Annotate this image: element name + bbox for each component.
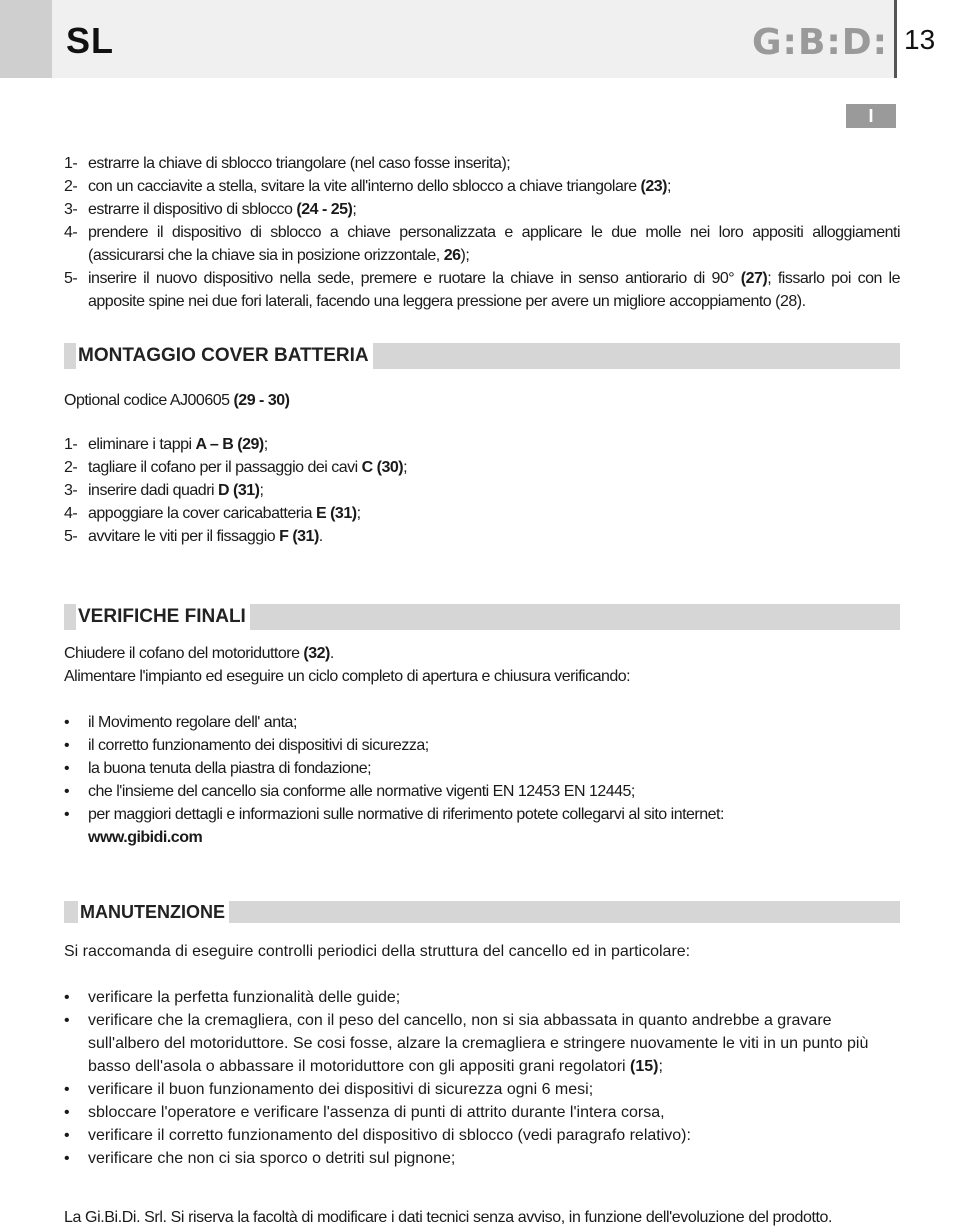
- header-left-strip: [0, 0, 52, 78]
- list-item: [64, 734, 900, 757]
- line-text: Chiudere il cofano del motoriduttore: [64, 645, 304, 662]
- list-item: [64, 221, 900, 267]
- item-text: verificare il corretto funzionamento del dispositivo di sblocco (vedi paragrafo relativo):: [88, 1127, 691, 1144]
- item-text: che l'insieme del cancello sia conforme alle normative vigenti EN 12453 EN 12445;: [88, 783, 635, 800]
- figure-ref: 26: [443, 247, 461, 264]
- list-item: [64, 803, 900, 826]
- section-header-maintenance: [64, 901, 900, 923]
- power-on-line: Alimentare l'impianto ed eseguire un ciclo completo di apertura e chiusura verificando:: [64, 668, 631, 685]
- bullet-icon: •: [64, 1127, 70, 1144]
- item-tail: ;: [259, 482, 264, 499]
- item-text: verificare la perfetta funzionalità delle guide;: [88, 989, 401, 1006]
- figure-ref: D (31): [218, 482, 260, 499]
- figure-ref: C (30): [361, 459, 404, 476]
- figure-ref: A – B (29): [195, 436, 264, 453]
- item-text: inserire dadi quadri: [88, 482, 219, 499]
- section-header-cover: [64, 343, 900, 369]
- figure-ref: F (31): [279, 528, 319, 545]
- list-item: [64, 198, 900, 221]
- item-number: 2-: [64, 178, 78, 195]
- figure-ref: (24 - 25): [296, 201, 353, 218]
- page-content: [64, 152, 900, 1170]
- item-number: 2-: [64, 459, 78, 476]
- item-tail: );: [460, 247, 470, 264]
- item-number: 1-: [64, 155, 78, 172]
- list-item: [64, 152, 900, 175]
- item-text: prendere il dispositivo di sblocco a chiave personalizzata e applicare le due molle nei loro appositi alloggiamenti (assicurarsi che la chiave sia in posizione orizzontale,: [88, 224, 900, 264]
- item-text: verificare che non ci sia sporco o detriti sul pignone;: [88, 1150, 456, 1167]
- item-tail: ;: [403, 459, 408, 476]
- maintenance-bullets: [64, 986, 900, 1170]
- page-number: 13: [904, 24, 936, 55]
- list-item: [64, 456, 900, 479]
- website-line: [64, 826, 900, 849]
- item-tail: ;: [352, 201, 357, 218]
- intro-steps: [64, 152, 900, 313]
- figure-ref: (23): [640, 178, 667, 195]
- list-item: [64, 1009, 900, 1078]
- item-tail: ;: [263, 436, 268, 453]
- item-text: il Movimento regolare dell' anta;: [88, 714, 297, 731]
- item-text: verificare che la cremagliera, con il peso del cancello, non si sia abbassata in quanto andrebbe a gravare sull'albero del motoriduttore. Se cosi fosse, alzare la cremagliera e stringere nuovamente le viti in un punto più basso dell'asola o abbassare il motoriduttore con gli appositi grani regolatori: [88, 1012, 869, 1075]
- list-item: [64, 1124, 900, 1147]
- bullet-icon: •: [64, 989, 70, 1006]
- list-item: [64, 986, 900, 1009]
- bullet-icon: •: [64, 783, 70, 800]
- item-tail: ;: [658, 1058, 663, 1075]
- final-checks-bullets: [64, 711, 900, 849]
- website-link[interactable]: www.gibidi.com: [88, 829, 203, 846]
- cover-steps: [64, 433, 900, 548]
- item-tail: .: [318, 528, 323, 545]
- optional-text: Optional codice AJ00605: [64, 392, 234, 409]
- list-item: [64, 711, 900, 734]
- item-number: 5-: [64, 528, 78, 545]
- item-text: con un cacciavite a stella, svitare la vite all'interno dello sblocco a chiave triangolare: [88, 178, 641, 195]
- figure-ref: (27): [740, 270, 768, 287]
- section-code: SL: [66, 20, 115, 61]
- item-tail: ;: [667, 178, 671, 195]
- item-text: la buona tenuta della piastra di fondazione;: [88, 760, 372, 777]
- list-item: [64, 175, 900, 198]
- list-item: [64, 1147, 900, 1170]
- figure-ref: E (31): [315, 505, 357, 522]
- item-text: estrarre la chiave di sblocco triangolare (nel caso fosse inserita);: [88, 155, 511, 172]
- item-text: verificare il buon funzionamento dei dispositivi di sicurezza ogni 6 mesi;: [88, 1081, 594, 1098]
- item-number: 3-: [64, 201, 78, 218]
- figure-ref: (32): [303, 645, 330, 662]
- footer-disclaimer: La Gi.Bi.Di. Srl. Si riserva la facoltà di modificare i dati tecnici senza avviso, in funzione dell'evoluzione del prodotto.: [64, 1209, 833, 1226]
- language-tab: I: [846, 104, 896, 128]
- bullet-icon: •: [64, 1104, 70, 1121]
- item-number: 4-: [64, 505, 78, 522]
- item-text: appoggiare la cover caricabatteria: [88, 505, 316, 522]
- list-item: [64, 780, 900, 803]
- item-number: 5-: [64, 270, 78, 287]
- list-item: [64, 433, 900, 456]
- bullet-icon: •: [64, 1012, 70, 1029]
- list-item: [64, 757, 900, 780]
- optional-code-line: [64, 389, 900, 412]
- item-tail: ; fissarlo poi con le apposite spine nei due fori laterali, facendo una leggera pressione per avere un migliore accoppiamento (28).: [88, 270, 901, 310]
- item-text: tagliare il cofano per il passaggio dei cavi: [88, 459, 362, 476]
- gibidi-logo: G:B:D:: [752, 22, 889, 63]
- line-tail: .: [329, 645, 334, 662]
- item-number: 1-: [64, 436, 78, 453]
- list-item: [64, 479, 900, 502]
- item-number: 3-: [64, 482, 78, 499]
- item-text: il corretto funzionamento dei dispositivi di sicurezza;: [88, 737, 429, 754]
- section-title: MANUTENZIONE: [78, 901, 229, 923]
- list-item: [64, 267, 900, 313]
- bullet-icon: •: [64, 737, 70, 754]
- bullet-icon: •: [64, 1150, 70, 1167]
- bullet-icon: •: [64, 760, 70, 777]
- section-title: VERIFICHE FINALI: [76, 604, 250, 630]
- item-text: eliminare i tappi: [88, 436, 196, 453]
- item-number: 4-: [64, 224, 78, 241]
- bullet-icon: •: [64, 806, 70, 823]
- item-text: sbloccare l'operatore e verificare l'assenza di punti di attrito durante l'intera corsa,: [88, 1104, 665, 1121]
- list-item: [64, 502, 900, 525]
- bullet-icon: •: [64, 1081, 70, 1098]
- close-hood-line: [64, 642, 900, 665]
- list-item: [64, 1078, 900, 1101]
- final-checks-intro: [64, 642, 900, 688]
- section-header-final-checks: [64, 604, 900, 630]
- item-tail: ;: [356, 505, 361, 522]
- list-item: [64, 1101, 900, 1124]
- figure-ref: (15): [630, 1058, 659, 1075]
- maintenance-intro: Si raccomanda di eseguire controlli periodici della struttura del cancello ed in particolare:: [64, 943, 691, 960]
- list-item: [64, 525, 900, 548]
- bullet-icon: •: [64, 714, 70, 731]
- item-text: per maggiori dettagli e informazioni sulle normative di riferimento potete collegarvi al sito internet:: [88, 806, 724, 823]
- figure-ref: (29 - 30): [233, 392, 290, 409]
- item-text: estrarre il dispositivo di sblocco: [88, 201, 297, 218]
- section-title: MONTAGGIO COVER BATTERIA: [76, 343, 373, 369]
- item-text: avvitare le viti per il fissaggio: [88, 528, 280, 545]
- item-text: inserire il nuovo dispositivo nella sede, premere e ruotare la chiave in senso antiorario di 90°: [88, 270, 741, 287]
